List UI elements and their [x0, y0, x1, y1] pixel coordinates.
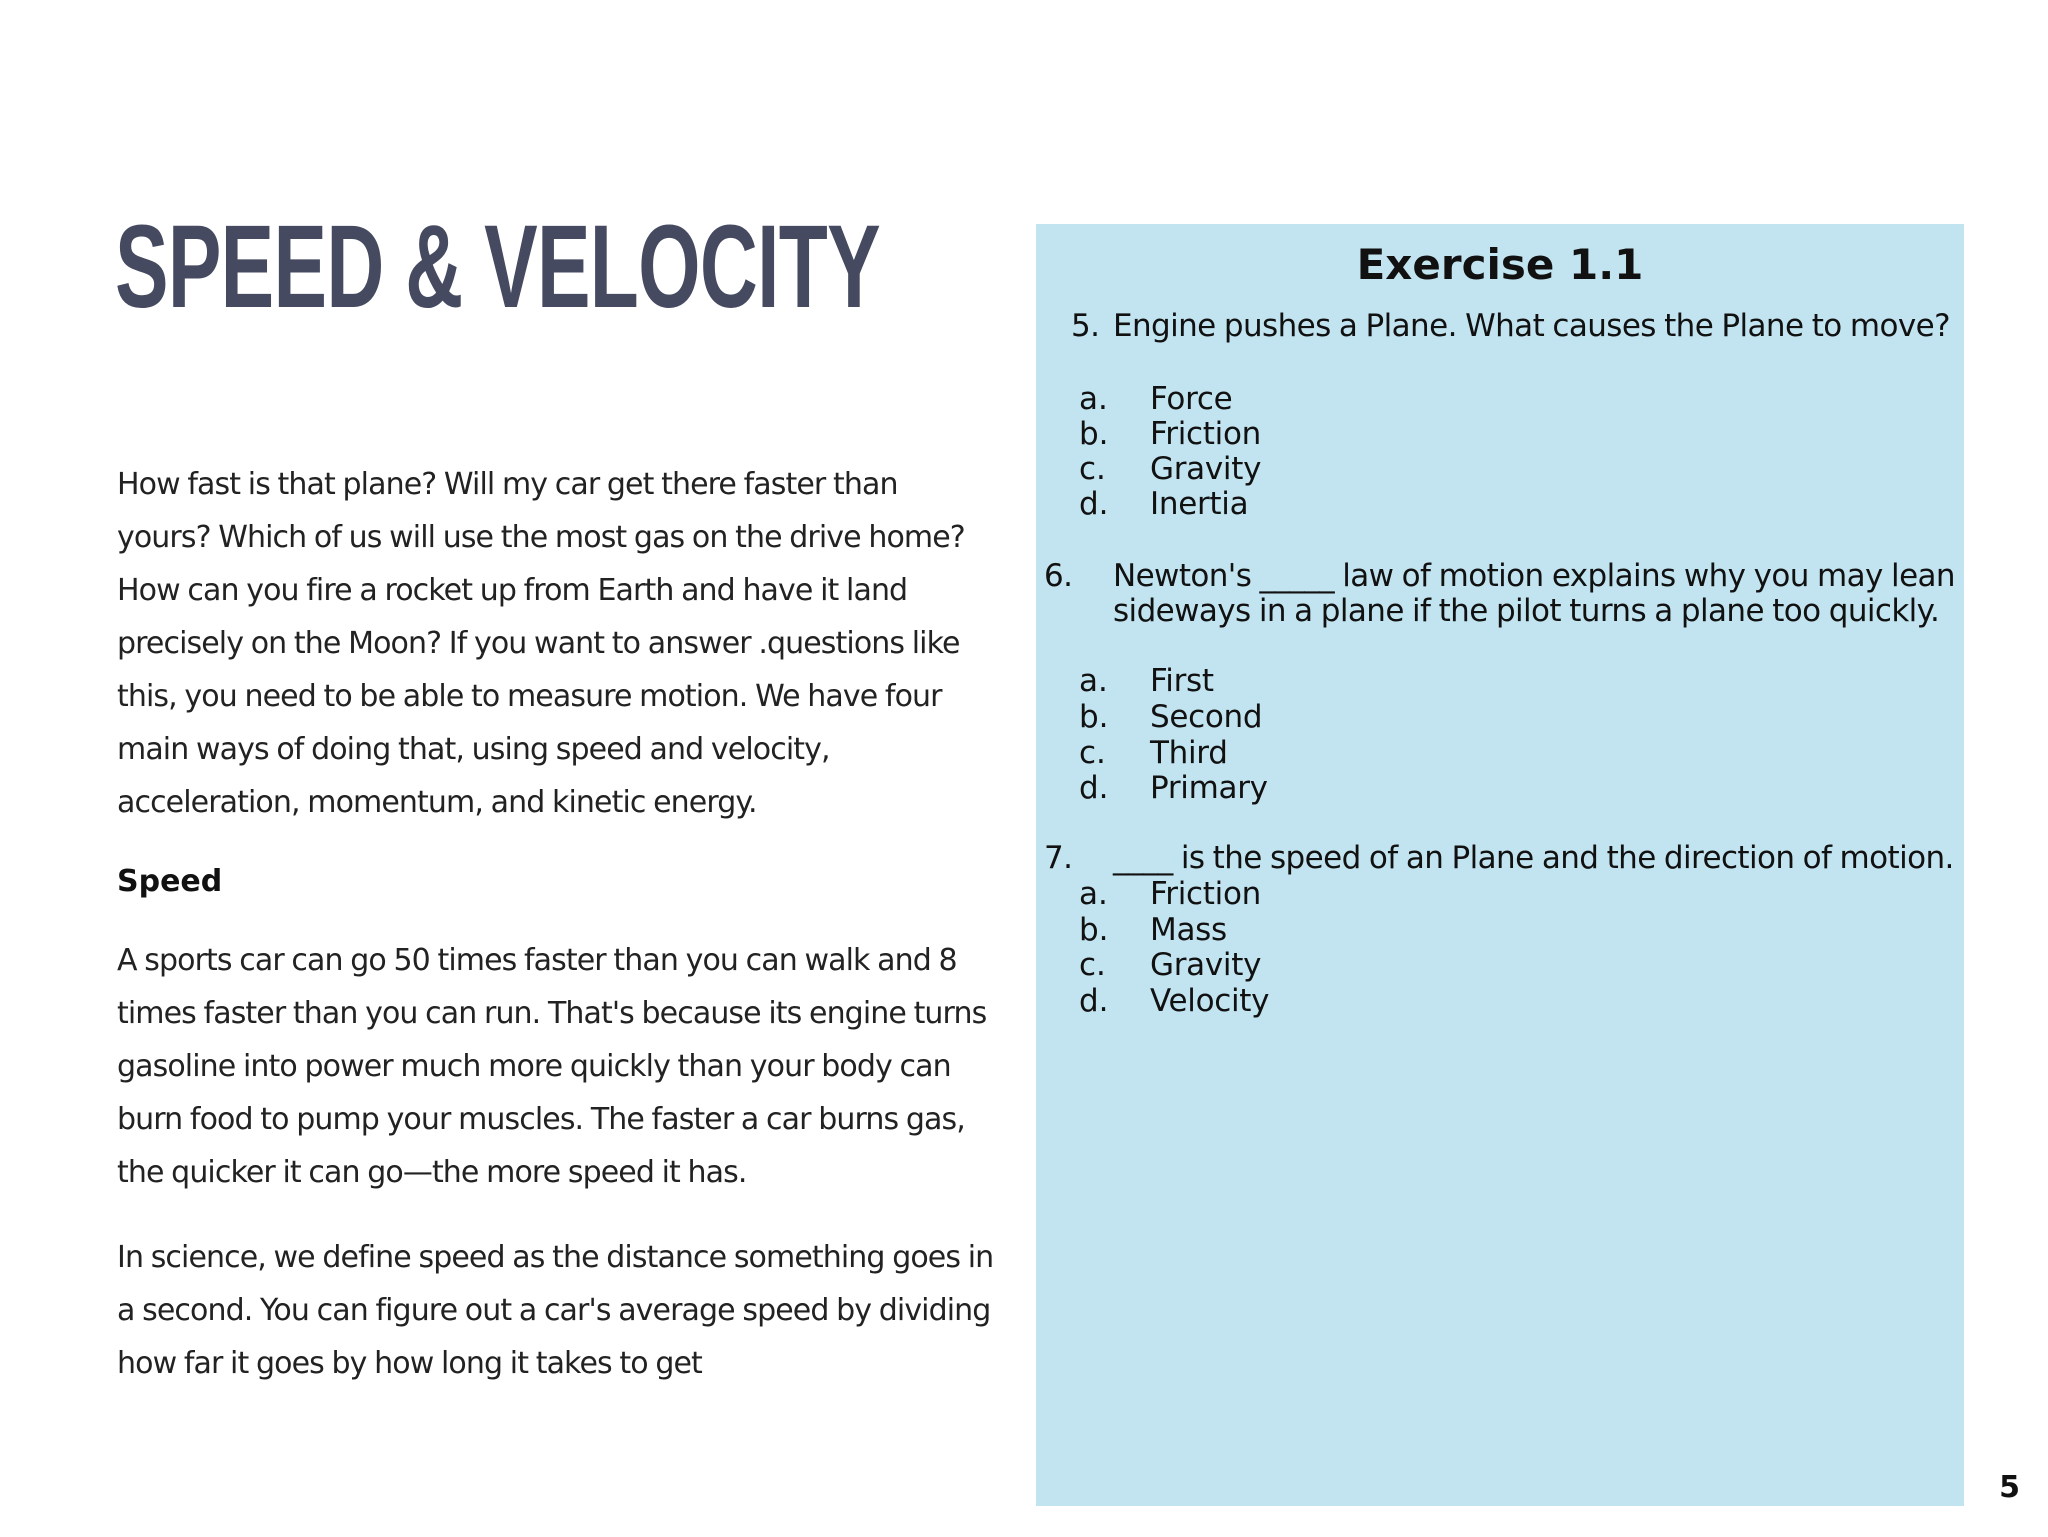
- option-text: Force: [1150, 381, 1233, 417]
- option-letter: a.: [1079, 876, 1108, 912]
- option-letter: a.: [1079, 381, 1108, 417]
- definition-paragraph: In science, we define speed as the distance something goes in a second. You can figure out a car's average speed by dividing how far it goes by how long it takes to get: [117, 1240, 994, 1381]
- option-letter: c.: [1079, 735, 1106, 771]
- question-text: ____ is the speed of an Plane and the direction of motion.: [1113, 840, 1954, 876]
- exercise-panel: [1036, 224, 1964, 1506]
- question-number: 6.: [1044, 558, 1073, 594]
- page-number: 5: [1999, 1470, 2020, 1505]
- question-text-line-1: Newton's _____ law of motion explains why you may lean: [1113, 558, 1955, 594]
- option-letter: c.: [1079, 451, 1106, 487]
- page-title: SPEED & VELOCITY: [115, 201, 880, 333]
- option-letter: b.: [1079, 416, 1109, 452]
- option-text: Gravity: [1150, 451, 1262, 487]
- intro-paragraph: How fast is that plane? Will my car get there faster than yours? Which of us will use the most gas on the drive home? How can you fire a rocket up from Earth and have it land precisely on the Moon? If you want to answer .questions like this, you need to be able to measure motion. We have four main ways of doing that, using speed and velocity, acceleration, momentum, and kinetic energy.: [117, 467, 965, 820]
- option-text: Friction: [1150, 876, 1261, 912]
- option-letter: a.: [1079, 663, 1108, 699]
- article-body: [117, 458, 997, 1390]
- option-text: Friction: [1150, 416, 1261, 452]
- speed-paragraph: A sports car can go 50 times faster than you can walk and 8 times faster than you can run. That's because its engine turns gasoline into power much more quickly than your body can burn food to pump your muscles. The faster a car burns gas, the quicker it can go—the more speed it has.: [117, 943, 987, 1190]
- option-text: Third: [1150, 735, 1228, 771]
- question-number: 5.: [1071, 308, 1100, 344]
- option-text: Velocity: [1150, 983, 1270, 1019]
- option-text: Second: [1150, 699, 1263, 735]
- option-text: Mass: [1150, 912, 1227, 948]
- option-text: Primary: [1150, 770, 1268, 806]
- question-number: 7.: [1044, 840, 1073, 876]
- option-text: First: [1150, 663, 1214, 699]
- section-heading-speed: Speed: [117, 864, 223, 899]
- option-letter: d.: [1079, 486, 1109, 522]
- option-text: Inertia: [1150, 486, 1249, 522]
- paragraph-gap: [117, 1199, 997, 1231]
- option-letter: b.: [1079, 699, 1109, 735]
- question-text-line-2: sideways in a plane if the pilot turns a plane too quickly.: [1113, 593, 1940, 629]
- option-letter: c.: [1079, 947, 1106, 983]
- question-text: Engine pushes a Plane. What causes the Plane to move?: [1113, 308, 1950, 344]
- option-letter: d.: [1079, 770, 1109, 806]
- option-text: Gravity: [1150, 947, 1262, 983]
- option-letter: b.: [1079, 912, 1109, 948]
- exercise-title: Exercise 1.1: [1356, 240, 1644, 289]
- option-letter: d.: [1079, 983, 1109, 1019]
